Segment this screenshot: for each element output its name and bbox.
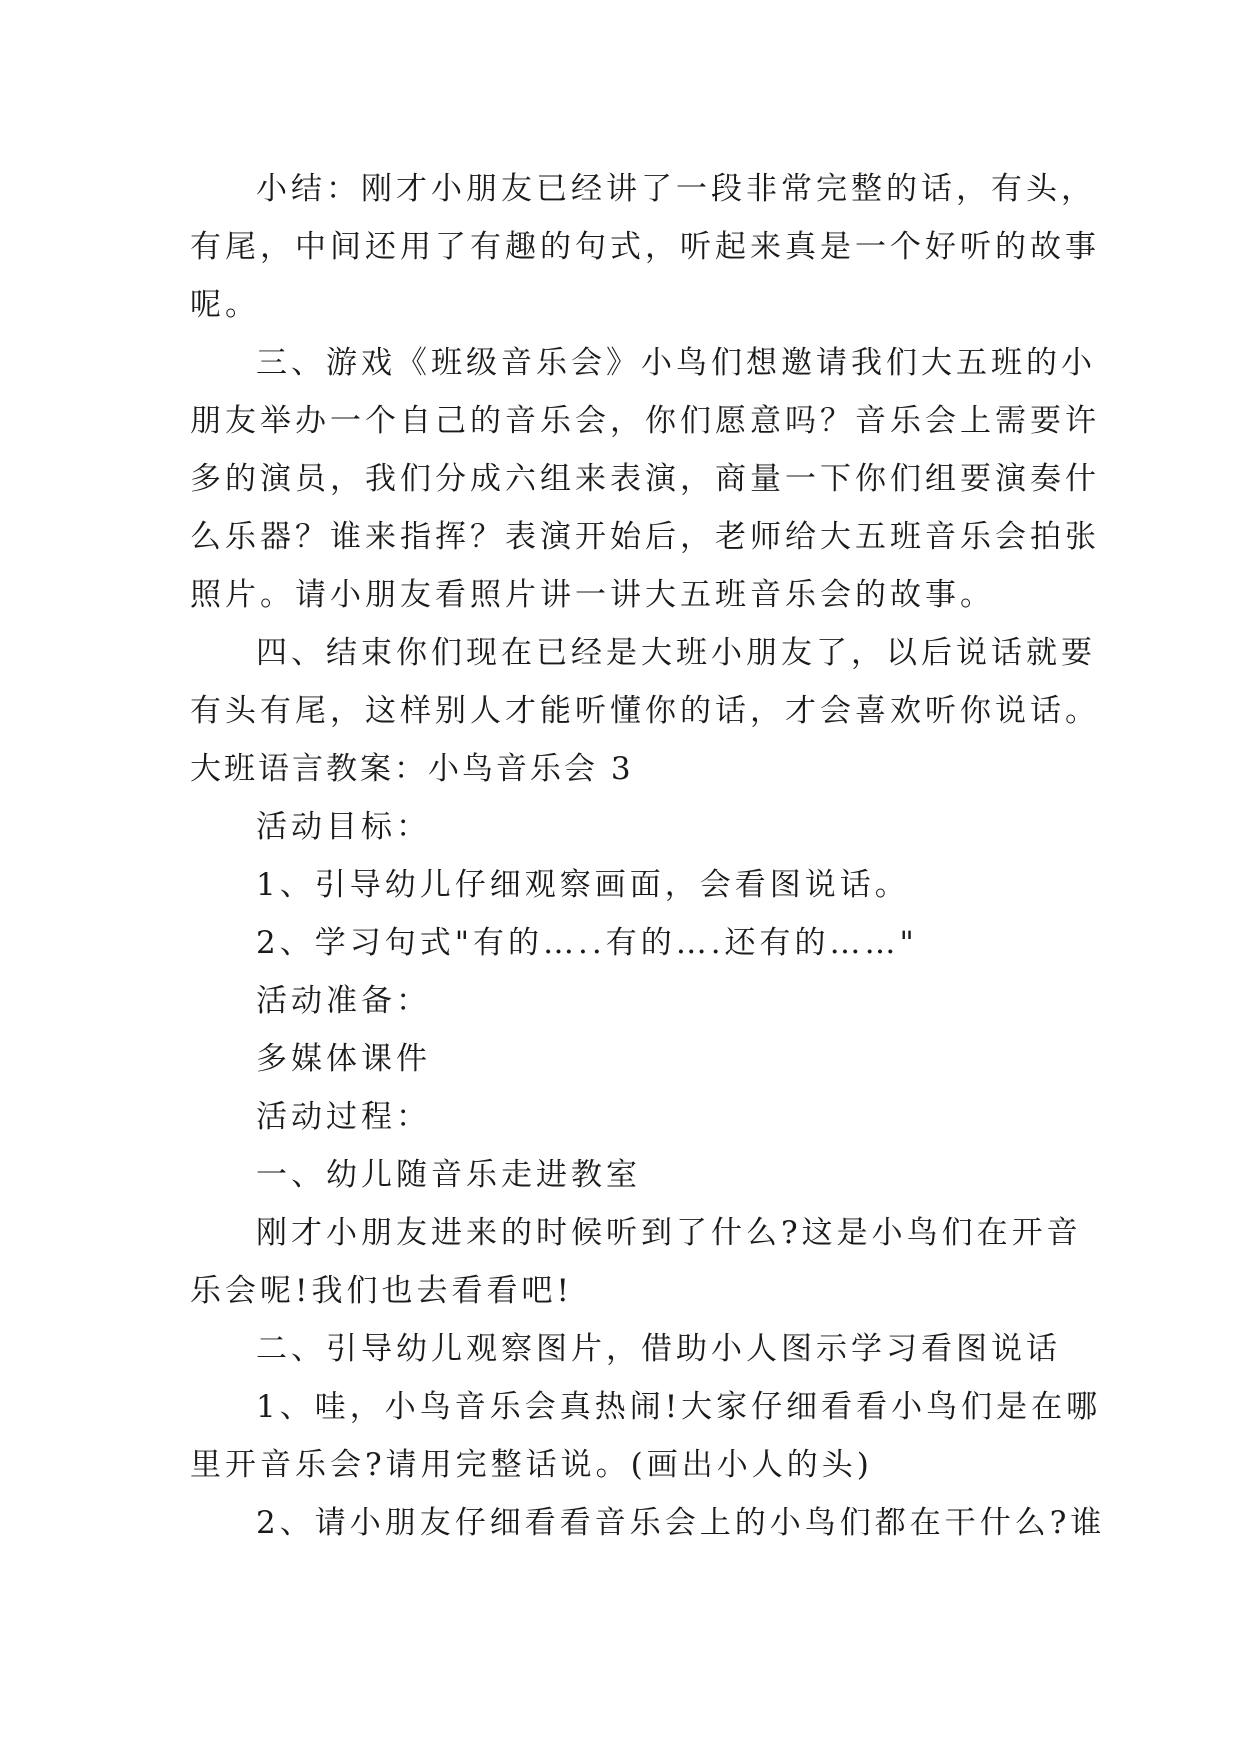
- paragraph-line: 照片。请小朋友看照片讲一讲大五班音乐会的故事。: [190, 577, 995, 613]
- subheading: 活动准备：: [256, 983, 431, 1019]
- paragraph-line: 有尾，中间还用了有趣的句式，听起来真是一个好听的故事: [190, 229, 1100, 265]
- list-item: 2、请小朋友仔细看看音乐会上的小鸟们都在干什么?谁: [256, 1505, 1106, 1541]
- step-heading: 一、幼儿随音乐走进教室: [256, 1157, 641, 1193]
- paragraph-line: 么乐器？谁来指挥？表演开始后，老师给大五班音乐会拍张: [190, 519, 1100, 555]
- paragraph-line: 里开音乐会?请用完整话说。(画出小人的头): [190, 1447, 873, 1483]
- paragraph-line: 乐会呢!我们也去看看吧!: [190, 1273, 573, 1309]
- list-item: 2、学习句式"有的…..有的….还有的……": [256, 925, 918, 961]
- paragraph-line: 呢。: [190, 287, 260, 323]
- step-heading: 二、引导幼儿观察图片，借助小人图示学习看图说话: [256, 1331, 1061, 1367]
- list-item: 1、引导幼儿仔细观察画面，会看图说话。: [256, 867, 910, 903]
- list-item: 1、哇，小鸟音乐会真热闹!大家仔细看看小鸟们是在哪: [256, 1389, 1102, 1425]
- section-title: 大班语言教案：小鸟音乐会 3: [190, 751, 634, 787]
- paragraph-line: 有头有尾，这样别人才能听懂你的话，才会喜欢听你说话。: [190, 693, 1100, 729]
- paragraph-line: 四、结束你们现在已经是大班小朋友了，以后说话就要: [256, 635, 1096, 671]
- paragraph-line: 多媒体课件: [256, 1041, 431, 1077]
- document-page: [190, 160, 1106, 1552]
- subheading: 活动目标：: [256, 809, 431, 845]
- subheading: 活动过程：: [256, 1099, 431, 1135]
- paragraph-line: 三、游戏《班级音乐会》小鸟们想邀请我们大五班的小: [256, 345, 1096, 381]
- paragraph-line: 刚才小朋友进来的时候听到了什么?这是小鸟们在开音: [256, 1215, 1082, 1251]
- paragraph-line: 多的演员，我们分成六组来表演，商量一下你们组要演奏什: [190, 461, 1100, 497]
- paragraph-line: 小结：刚才小朋友已经讲了一段非常完整的话，有头，: [256, 171, 1096, 207]
- paragraph-line: 朋友举办一个自己的音乐会，你们愿意吗？音乐会上需要许: [190, 403, 1100, 439]
